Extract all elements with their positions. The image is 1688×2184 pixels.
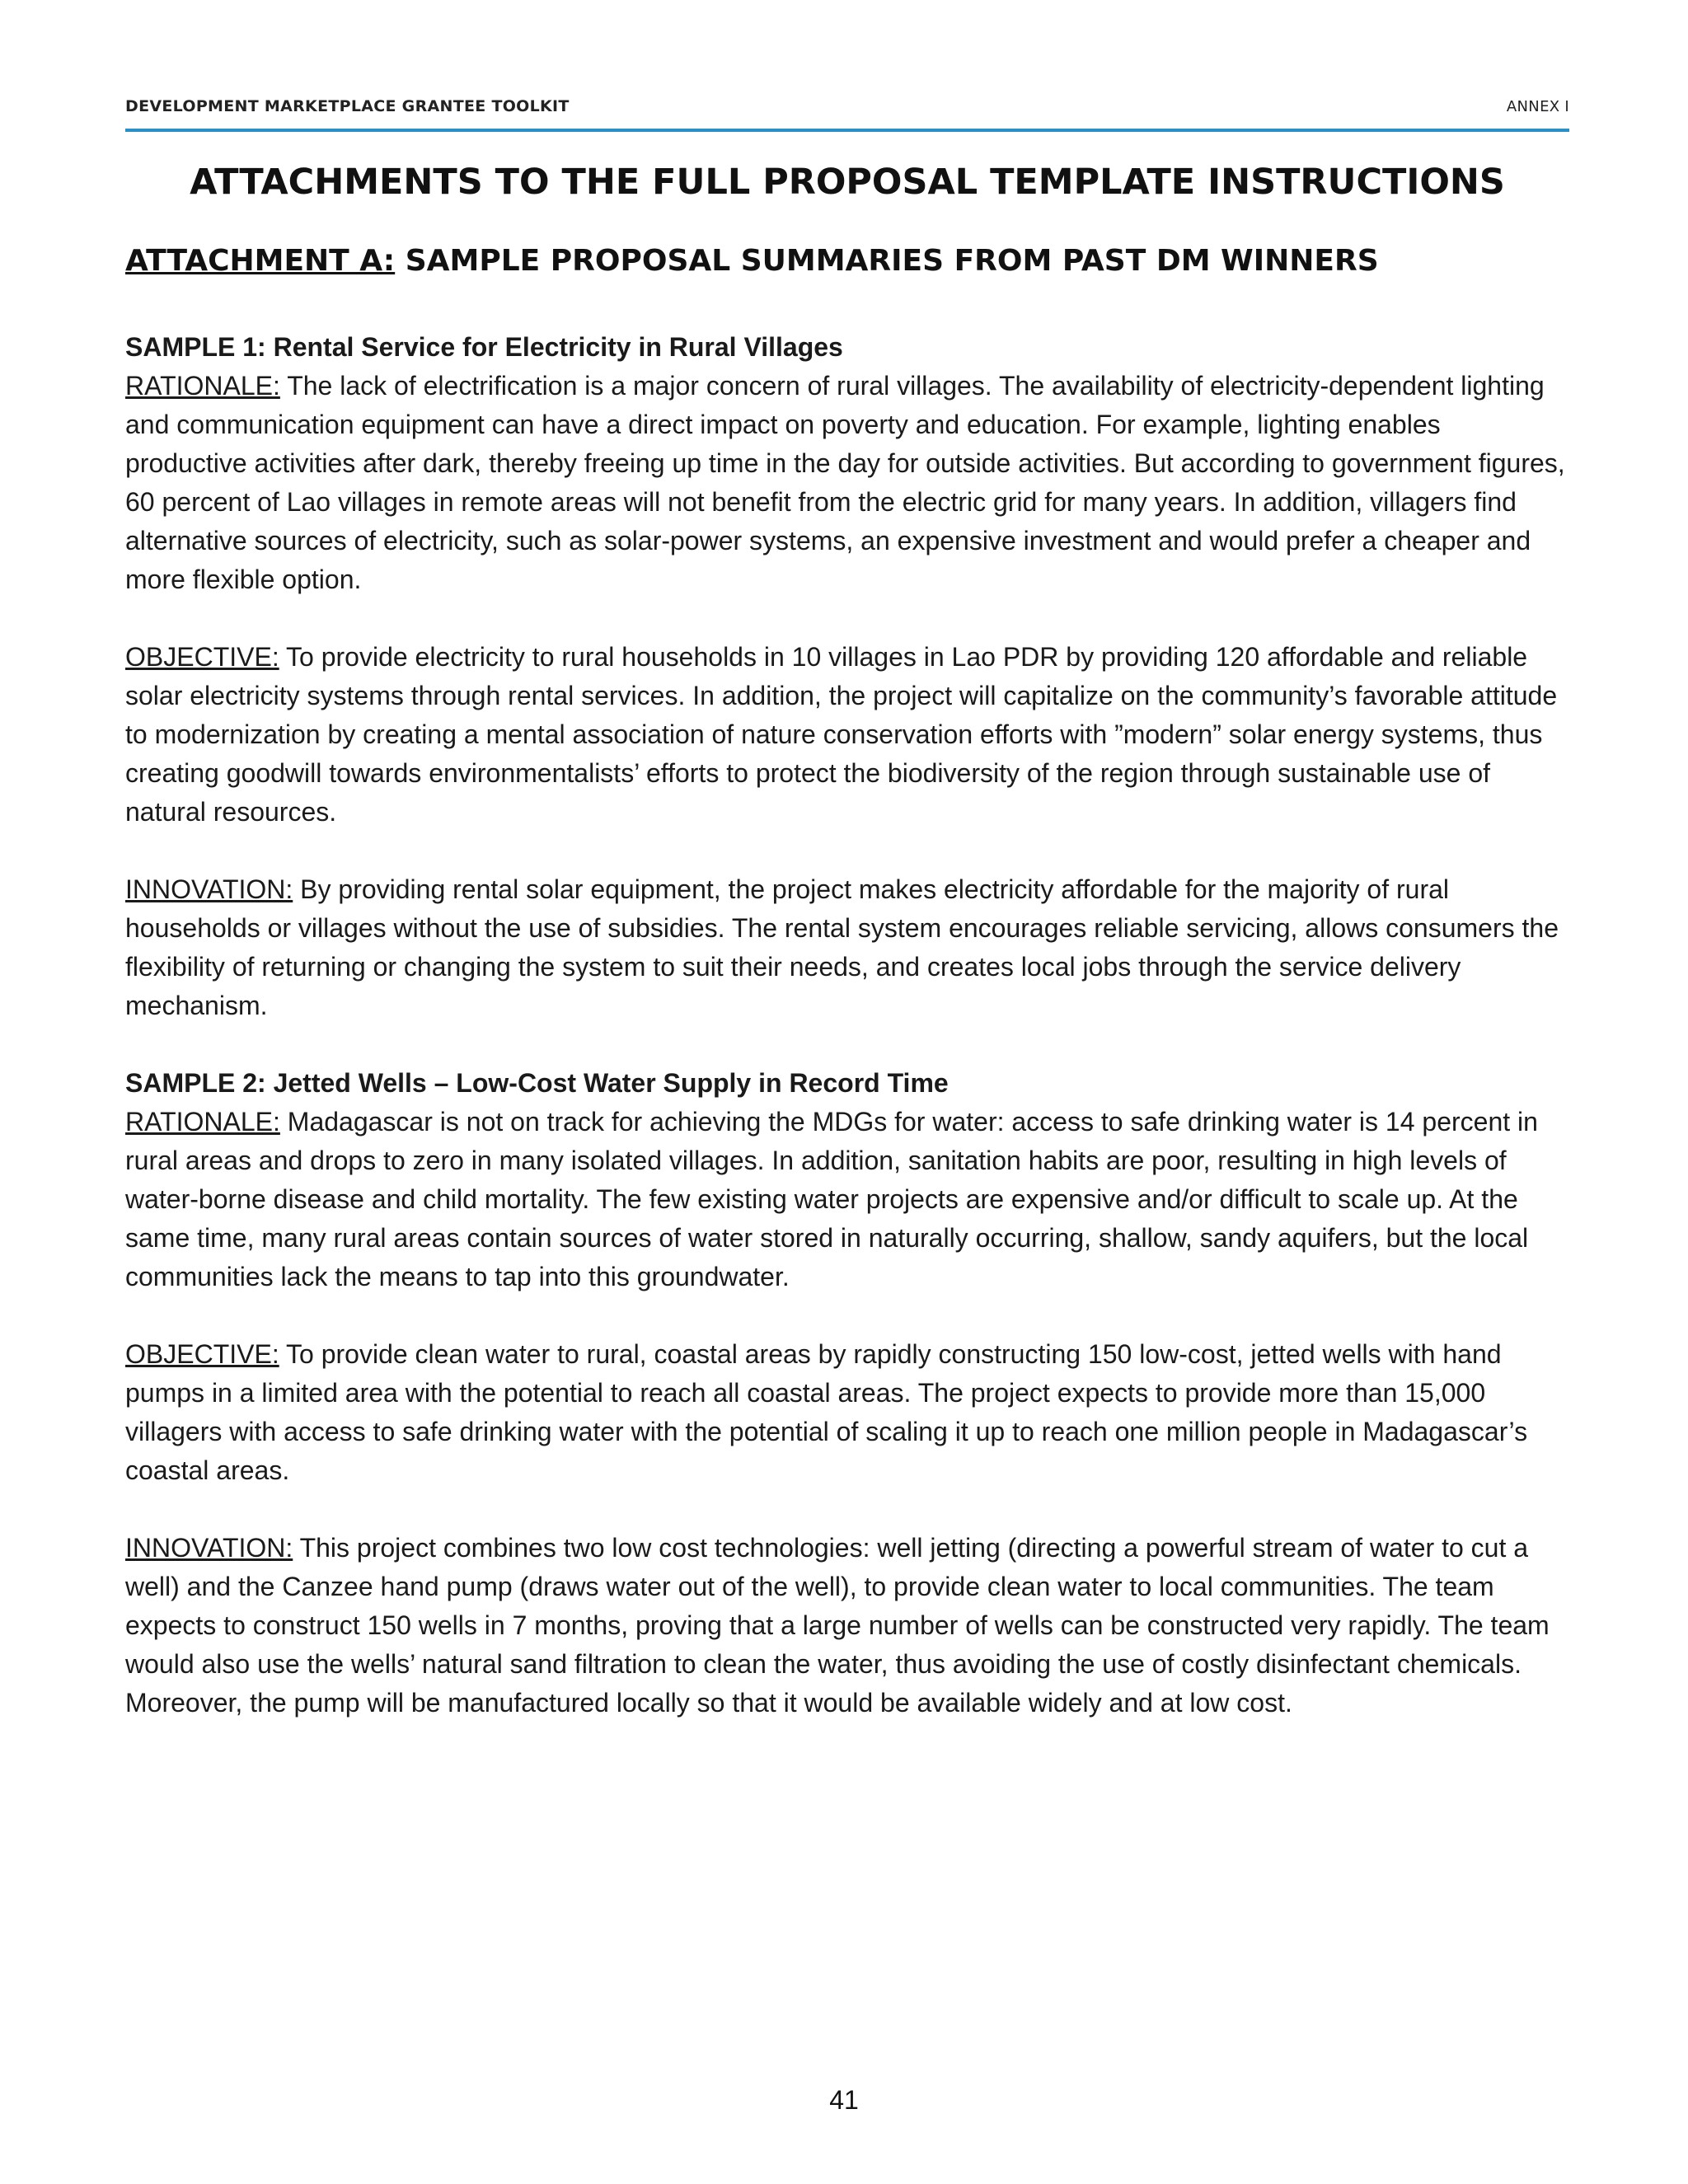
section-text: To provide clean water to rural, coastal areas by rapidly constructing 150 low-cost, jetted wells with hand pumps in a limited area with the potential to reach all coastal areas. The project expects to provide more than 15,000 villagers with access to safe drinking water with the potential of scaling it up to reach one million people in Madagascar’s coastal areas. [125,1339,1528,1485]
sample-2-objective [125,1335,1569,1490]
section-label: OBJECTIVE: [125,1339,279,1369]
section-label: RATIONALE: [125,371,280,401]
section-text: Madagascar is not on track for achieving the MDGs for water: access to safe drinking water is 14 percent in rural areas and drops to zero in many isolated villages. In addition, sanitation habits are poor, resulting in high levels of water-borne disease and child mortality. The few existing water projects are expensive and/or difficult to scale up. At the same time, many rural areas contain sources of water stored in naturally occurring, shallow, sandy aquifers, but the local communities lack the means to tap into this groundwater. [125,1107,1538,1291]
attachment-title: SAMPLE PROPOSAL SUMMARIES FROM PAST DM WINNERS [395,244,1379,278]
sample-2-rationale [125,1103,1569,1296]
header-annex-label: ANNEX I [1506,98,1569,115]
sample-2-innovation [125,1529,1569,1722]
page-title: ATTACHMENTS TO THE FULL PROPOSAL TEMPLATE INSTRUCTIONS [190,162,1505,203]
header-toolkit-title: DEVELOPMENT MARKETPLACE GRANTEE TOOLKIT [125,97,570,115]
section-text: By providing rental solar equipment, the project makes electricity affordable for the majority of rural households or villages without the use of subsidies. The rental system encourages reliable servicing, allows consumers the flexibility of returning or changing the system to suit their needs, and creates local jobs through the service delivery mechanism. [125,874,1559,1020]
section-label: INNOVATION: [125,1533,293,1563]
section-label: RATIONALE: [125,1107,280,1137]
sample-1-rationale [125,367,1569,599]
section-text: The lack of electrification is a major concern of rural villages. The availability of electricity-dependent lighting and communication equipment can have a direct impact on poverty and education. For example, lighting enables productive activities after dark, thereby freeing up time in the day for outside activities. But according to government figures, 60 percent of Lao villages in remote areas will not benefit from the electric grid for many years. In addition, villagers find alternative sources of electricity, such as solar-power systems, an expensive investment and would prefer a cheaper and more flexible option. [125,371,1565,594]
sample-1-objective [125,638,1569,832]
section-label: OBJECTIVE: [125,642,279,672]
section-text: To provide electricity to rural households in 10 villages in Lao PDR by providing 120 affordable and reliable solar electricity systems through rental services. In addition, the project will capitalize on the community’s favorable attitude to modernization by creating a mental association of nature conservation efforts with ”modern” solar energy systems, thus creating goodwill towards environmentalists’ efforts to protect the biodiversity of the region through sustainable use of natural resources. [125,642,1558,827]
attachment-heading [125,244,1569,278]
document-body [125,328,1569,1761]
sample-1-innovation [125,870,1569,1025]
sample-2-heading: SAMPLE 2: Jetted Wells – Low-Cost Water Supply in Record Time [125,1068,949,1098]
attachment-label: ATTACHMENT A: [125,244,396,278]
sample-1-heading: SAMPLE 1: Rental Service for Electricity in Rural Villages [125,332,843,362]
page-number: 41 [829,2085,859,2115]
section-text: This project combines two low cost technologies: well jetting (directing a powerful stream of water to cut a well) and the Canzee hand pump (draws water out of the well), to provide clean water to local communities. The team expects to construct 150 wells in 7 months, proving that a large number of wells can be constructed very rapidly. The team would also use the wells’ natural sand filtration to clean the water, thus avoiding the use of costly disinfectant chemicals. Moreover, the pump will be manufactured locally so that it would be available widely and at low cost. [125,1533,1550,1718]
section-label: INNOVATION: [125,874,293,904]
page-header [125,96,1569,132]
